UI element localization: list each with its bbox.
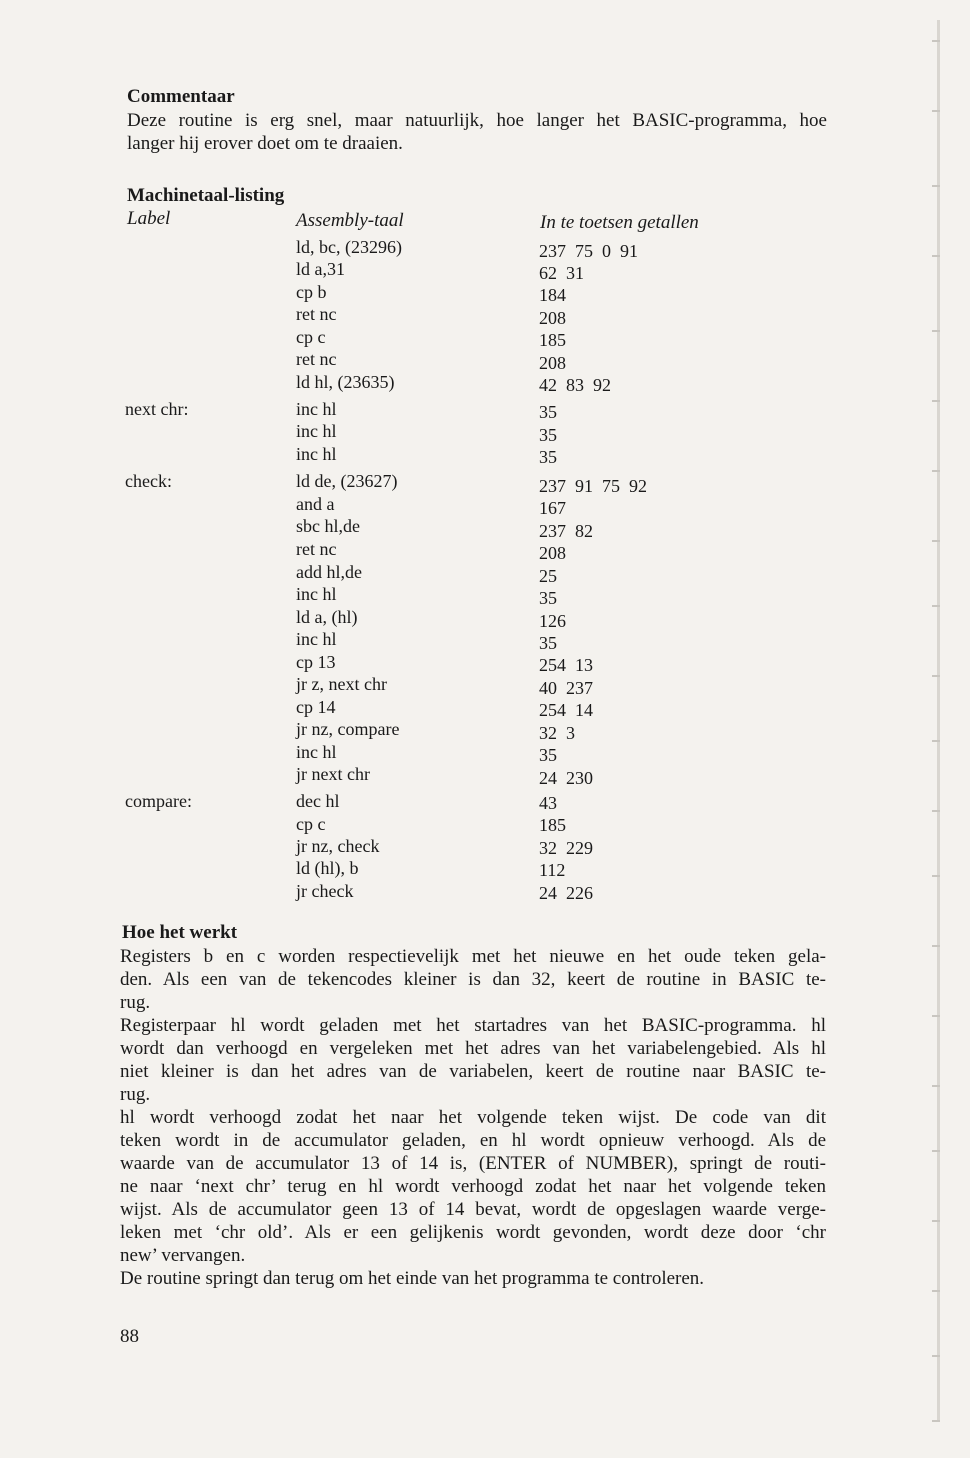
listing-numbers: 254 13 bbox=[539, 655, 593, 675]
werkt-line: den. Als een van de tekencodes kleiner is dan 32, keert de routine in BASIC te- bbox=[120, 969, 826, 990]
listing-numbers: 112 bbox=[539, 860, 566, 880]
commentaar-line: Deze routine is erg snel, maar natuurlijk, hoe langer het BASIC-programma, hoe bbox=[127, 110, 827, 131]
werkt-line: waarde van de accumulator 13 of 14 is, (ENTER of NUMBER), springt de routi- bbox=[120, 1153, 826, 1174]
listing-numbers: 237 75 0 91 bbox=[539, 241, 638, 261]
listing-numbers: 184 bbox=[539, 285, 566, 305]
listing-assembly: inc hl bbox=[296, 742, 337, 762]
listing-numbers: 254 14 bbox=[539, 700, 593, 720]
listing-assembly: ret nc bbox=[296, 304, 337, 324]
listing-label: compare: bbox=[125, 791, 192, 811]
werkt-line: rug. bbox=[120, 1084, 151, 1105]
werkt-line: De routine springt dan terug om het einde van het programma te controleren. bbox=[120, 1268, 705, 1289]
binding-tick bbox=[932, 330, 940, 332]
werkt-line: hl wordt verhoogd zodat het naar het volgende teken wijst. De code van dit bbox=[120, 1107, 826, 1128]
listing-assembly: ret nc bbox=[296, 349, 337, 369]
listing-numbers: 35 bbox=[539, 425, 557, 445]
listing-numbers: 185 bbox=[539, 815, 566, 835]
binding-tick bbox=[932, 540, 940, 542]
column-label-heading: Label bbox=[127, 208, 171, 229]
listing-label: next chr: bbox=[125, 399, 189, 419]
werkt-heading: Hoe het werkt bbox=[122, 922, 238, 943]
binding-tick bbox=[932, 740, 940, 742]
listing-assembly: sbc hl,de bbox=[296, 516, 360, 536]
listing-assembly: ret nc bbox=[296, 539, 337, 559]
binding-tick bbox=[932, 255, 940, 257]
werkt-line: rug. bbox=[120, 992, 151, 1013]
listing-assembly: cp c bbox=[296, 327, 326, 347]
listing-assembly: ld hl, (23635) bbox=[296, 372, 395, 392]
binding-tick bbox=[932, 1150, 940, 1152]
listing-assembly: ld a, (hl) bbox=[296, 607, 358, 627]
listing-heading: Machinetaal-listing bbox=[127, 185, 285, 206]
listing-assembly: ld (hl), b bbox=[296, 858, 359, 878]
page-edge-binding bbox=[937, 20, 940, 1420]
binding-tick bbox=[932, 185, 940, 187]
listing-numbers: 237 91 75 92 bbox=[539, 476, 647, 496]
listing-numbers: 62 31 bbox=[539, 263, 584, 283]
binding-tick bbox=[932, 110, 940, 112]
listing-numbers: 35 bbox=[539, 588, 557, 608]
listing-assembly: ld, bc, (23296) bbox=[296, 237, 402, 257]
listing-numbers: 208 bbox=[539, 543, 566, 563]
listing-assembly: cp b bbox=[296, 282, 327, 302]
listing-numbers: 43 bbox=[539, 793, 557, 813]
binding-tick bbox=[932, 605, 940, 607]
binding-tick bbox=[932, 1085, 940, 1087]
listing-label: check: bbox=[125, 471, 172, 491]
listing-numbers: 208 bbox=[539, 353, 566, 373]
listing-assembly: jr next chr bbox=[296, 764, 370, 784]
binding-tick bbox=[932, 810, 940, 812]
listing-numbers: 35 bbox=[539, 633, 557, 653]
listing-numbers: 42 83 92 bbox=[539, 375, 611, 395]
listing-assembly: cp 14 bbox=[296, 697, 336, 717]
binding-tick bbox=[932, 40, 940, 42]
listing-assembly: add hl,de bbox=[296, 562, 362, 582]
binding-tick bbox=[932, 675, 940, 677]
werkt-line: wordt dan verhoogd en vergeleken met het adres van het variabelengebied. Als hl bbox=[120, 1038, 826, 1059]
listing-assembly: dec hl bbox=[296, 791, 340, 811]
listing-assembly: jr z, next chr bbox=[296, 674, 387, 694]
listing-assembly: ld a,31 bbox=[296, 259, 345, 279]
listing-assembly: cp 13 bbox=[296, 652, 336, 672]
commentaar-heading: Commentaar bbox=[127, 86, 235, 107]
commentaar-line: langer hij erover doet om te draaien. bbox=[127, 133, 403, 154]
binding-tick bbox=[932, 945, 940, 947]
listing-assembly: and a bbox=[296, 494, 335, 514]
werkt-paragraph bbox=[120, 945, 826, 1290]
binding-tick bbox=[932, 875, 940, 877]
werkt-line: Registerpaar hl wordt geladen met het startadres van het BASIC-programma. hl bbox=[120, 1015, 826, 1036]
listing-assembly: inc hl bbox=[296, 399, 337, 419]
werkt-line: wijst. Als de accumulator geen 13 of 14 bevat, wordt de opgeslagen waarde verge- bbox=[120, 1199, 826, 1220]
listing-assembly: jr check bbox=[296, 881, 354, 901]
werkt-line: ne naar ‘next chr’ terug en hl wordt verhoogd zodat het naar het volgende teken bbox=[120, 1176, 826, 1197]
listing-numbers: 25 bbox=[539, 566, 557, 586]
listing-numbers: 35 bbox=[539, 745, 557, 765]
werkt-line: Registers b en c worden respectievelijk met het nieuwe en het oude teken gela- bbox=[120, 946, 826, 967]
listing-numbers: 32 229 bbox=[539, 838, 593, 858]
werkt-line: teken wordt in de accumulator geladen, en hl wordt opnieuw verhoogd. Als de bbox=[120, 1130, 826, 1151]
listing-numbers: 40 237 bbox=[539, 678, 593, 698]
listing-numbers: 185 bbox=[539, 330, 566, 350]
commentaar-paragraph bbox=[127, 109, 827, 155]
listing-numbers: 24 226 bbox=[539, 883, 593, 903]
listing-numbers: 35 bbox=[539, 447, 557, 467]
binding-tick bbox=[932, 1220, 940, 1222]
listing-numbers: 32 3 bbox=[539, 723, 575, 743]
listing-assembly: inc hl bbox=[296, 629, 337, 649]
listing-assembly: inc hl bbox=[296, 584, 337, 604]
listing-numbers: 126 bbox=[539, 611, 566, 631]
binding-tick bbox=[932, 1290, 940, 1292]
column-numbers-heading: In te toetsen getallen bbox=[540, 212, 699, 233]
listing-numbers: 167 bbox=[539, 498, 566, 518]
listing-numbers: 208 bbox=[539, 308, 566, 328]
binding-tick bbox=[932, 1355, 940, 1357]
werkt-line: new’ vervangen. bbox=[120, 1245, 246, 1266]
werkt-line: leken met ‘chr old’. Als er een gelijkenis wordt gevonden, wordt deze door ‘chr bbox=[120, 1222, 826, 1243]
binding-tick bbox=[932, 470, 940, 472]
column-assembly-heading: Assembly-taal bbox=[296, 210, 404, 231]
listing-assembly: ld de, (23627) bbox=[296, 471, 398, 491]
listing-numbers: 24 230 bbox=[539, 768, 593, 788]
listing-assembly: inc hl bbox=[296, 421, 337, 441]
binding-tick bbox=[932, 1015, 940, 1017]
listing-assembly: jr nz, compare bbox=[296, 719, 400, 739]
binding-tick bbox=[932, 400, 940, 402]
listing-assembly: jr nz, check bbox=[296, 836, 380, 856]
listing-assembly: inc hl bbox=[296, 444, 337, 464]
listing-numbers: 35 bbox=[539, 402, 557, 422]
werkt-line: niet kleiner is dan het adres van de variabelen, keert de routine naar BASIC te- bbox=[120, 1061, 826, 1082]
listing-assembly: cp c bbox=[296, 814, 326, 834]
binding-tick bbox=[932, 1420, 940, 1422]
page-number: 88 bbox=[120, 1326, 139, 1347]
listing-numbers: 237 82 bbox=[539, 521, 593, 541]
